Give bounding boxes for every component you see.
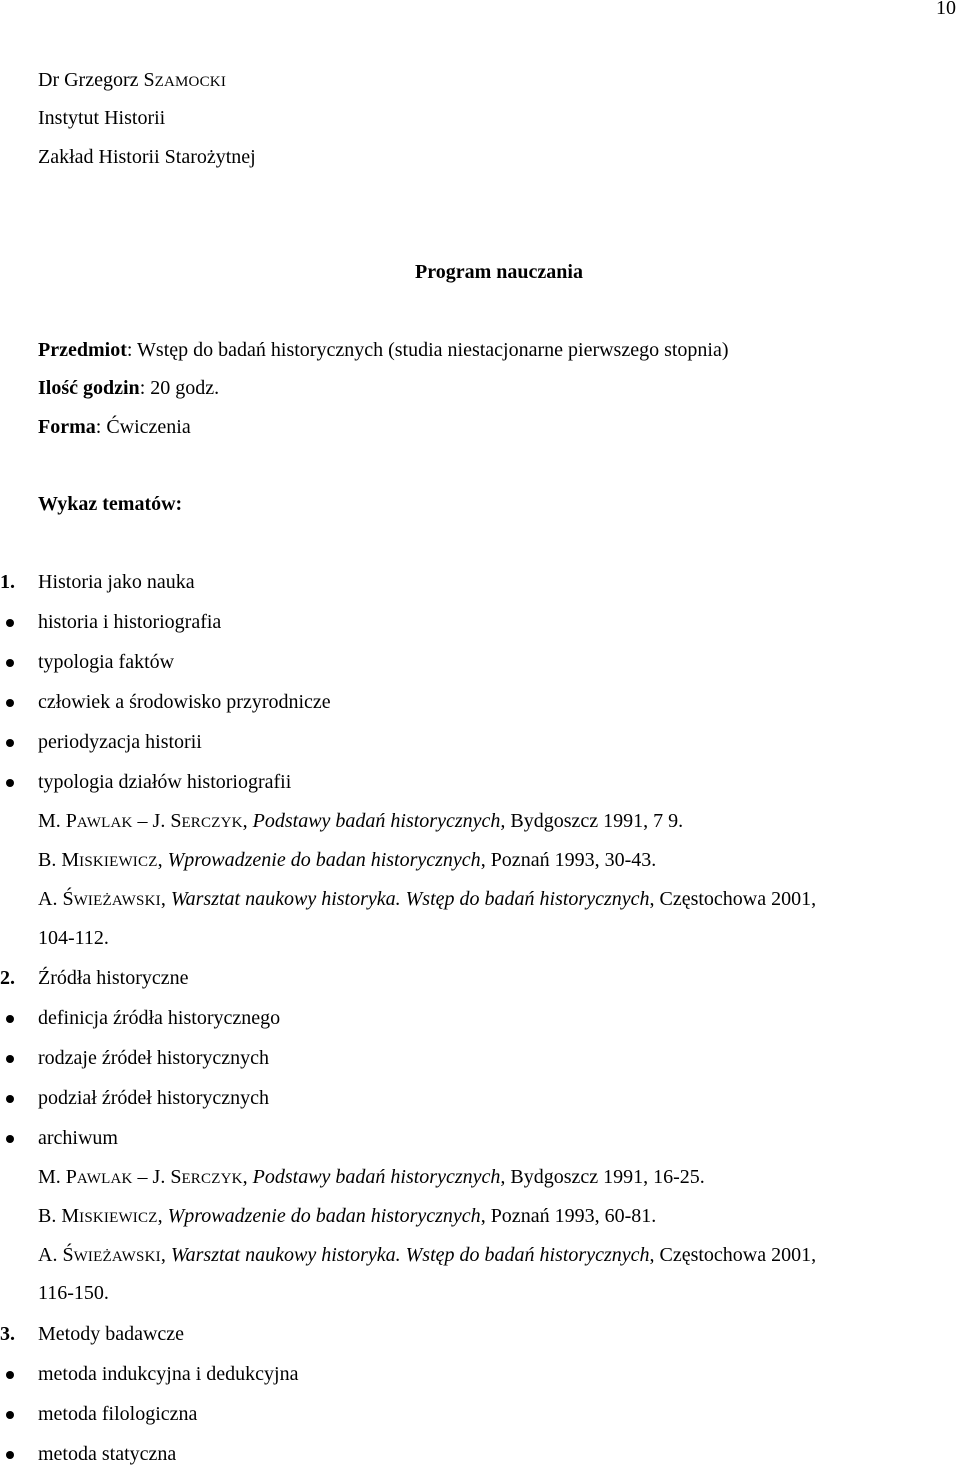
subject-line: Przedmiot: Wstęp do badań historycznych (studia niestacjonarne pierwszego stopnia)	[38, 339, 729, 361]
bullet-icon	[6, 1015, 14, 1023]
reference-continuation: 104-112.	[38, 927, 109, 949]
reference-continuation: 116-150.	[38, 1282, 109, 1304]
bullet-icon	[6, 1451, 14, 1459]
list-item: typologia faktów	[38, 651, 175, 673]
list-item: archiwum	[38, 1127, 118, 1149]
form-line: Forma: Ćwiczenia	[38, 416, 191, 438]
bullet-icon	[6, 659, 14, 667]
hours-line: Ilość godzin: 20 godz.	[38, 377, 220, 399]
list-item: historia i historiografia	[38, 611, 222, 633]
bullet-icon	[6, 1135, 14, 1143]
reference: A. ŚWIEŻAWSKI, Warsztat naukowy historyka. Wstęp do badań historycznych, Częstochowa 2001,	[38, 1244, 817, 1266]
section-title: Metody badawcze	[38, 1323, 185, 1345]
bullet-icon	[6, 619, 14, 627]
list-item: metoda filologiczna	[38, 1403, 198, 1425]
page-title: Program nauczania	[415, 261, 583, 283]
section-number: 2.	[0, 967, 15, 989]
list-item: człowiek a środowisko przyrodnicze	[38, 691, 331, 713]
section-title: Źródła historyczne	[38, 967, 189, 989]
bullet-icon	[6, 739, 14, 747]
reference: M. PAWLAK – J. SERCZYK, Podstawy badań historycznych, Bydgoszcz 1991, 7 9.	[38, 810, 684, 832]
topics-heading: Wykaz tematów:	[38, 493, 183, 515]
list-item: metoda indukcyjna i dedukcyjna	[38, 1363, 299, 1385]
reference: B. MISKIEWICZ, Wprowadzenie do badan historycznych, Poznań 1993, 60-81.	[38, 1205, 657, 1227]
page-number: 10	[936, 0, 956, 19]
list-item: metoda statyczna	[38, 1443, 177, 1465]
reference: B. MISKIEWICZ, Wprowadzenie do badan historycznych, Poznań 1993, 30-43.	[38, 849, 657, 871]
list-item: periodyzacja historii	[38, 731, 202, 753]
institute-line: Instytut Historii	[38, 107, 166, 129]
reference: A. ŚWIEŻAWSKI, Warsztat naukowy historyka. Wstęp do badań historycznych, Częstochowa 2001,	[38, 888, 817, 910]
list-item: typologia działów historiografii	[38, 771, 292, 793]
department-line: Zakład Historii Starożytnej	[38, 146, 256, 168]
bullet-icon	[6, 699, 14, 707]
list-item: rodzaje źródeł historycznych	[38, 1047, 270, 1069]
list-item: podział źródeł historycznych	[38, 1087, 270, 1109]
section-title: Historia jako nauka	[38, 571, 195, 593]
bullet-icon	[6, 1411, 14, 1419]
bullet-icon	[6, 779, 14, 787]
section-number: 1.	[0, 571, 15, 593]
bullet-icon	[6, 1371, 14, 1379]
author-line: Dr Grzegorz SZAMOCKI	[38, 69, 227, 91]
bullet-icon	[6, 1055, 14, 1063]
bullet-icon	[6, 1095, 14, 1103]
section-number: 3.	[0, 1323, 15, 1345]
reference: M. PAWLAK – J. SERCZYK, Podstawy badań historycznych, Bydgoszcz 1991, 16-25.	[38, 1166, 705, 1188]
list-item: definicja źródła historycznego	[38, 1007, 281, 1029]
